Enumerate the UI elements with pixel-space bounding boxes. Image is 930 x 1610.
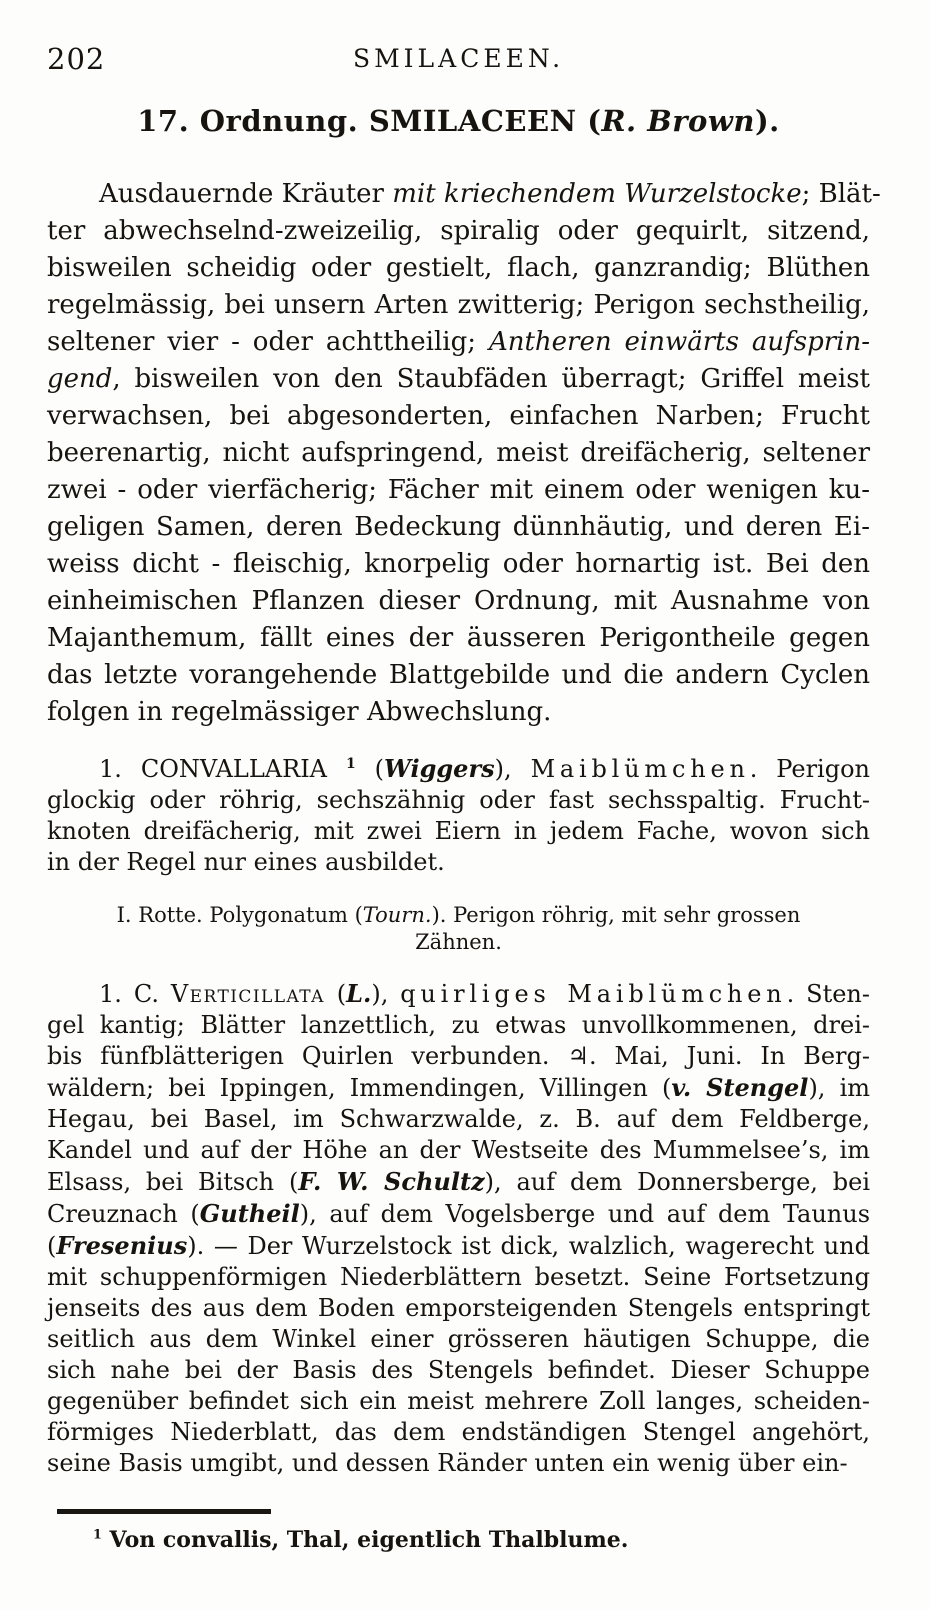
text-line [47,1198,870,1230]
text-segment: Elsass, bei Bitsch ( [47,1168,299,1196]
text-segment: Gutheil [199,1199,300,1228]
text-segment: F. W. Schultz [298,1167,485,1196]
text-line [47,657,870,694]
text-segment: das letzte vorangehende Blattgebilde und die andern Cyclen [47,660,870,690]
text-segment: bis fünfblätterigen Quirlen verbunden. ♃. Mai, Juni. In Berg- [47,1042,870,1070]
text-segment: beerenartig, nicht aufspringend, meist dreifächerig, seltener [47,438,870,468]
text-segment: R. Brown [601,104,755,138]
text-segment: Zähnen. [415,930,502,954]
text-segment: weiss dicht - fleischig, knorpelig oder hornartig ist. Bei den [47,549,870,579]
text-segment: ), auf dem Vogelsberge und auf dem Taunus [299,1200,871,1228]
text-segment: jenseits des aus dem Boden emporsteigenden Stengels entspringt [47,1294,870,1322]
text-line [47,694,870,731]
text-segment: . Perigon [749,755,871,783]
text-segment: glockig oder röhrig, sechszähnig oder fast sechsspaltig. Frucht- [47,786,870,814]
text-segment: Creuznach ( [47,1200,200,1228]
running-head: SMILACEEN. [352,44,565,73]
text-line [47,1293,870,1324]
text-segment: Tourn. [362,903,432,927]
text-line [47,1135,870,1166]
text-line [47,902,870,929]
page-number: 202 [47,42,106,76]
text-line [47,104,870,138]
text-segment: 1. CONVALLARIA [99,755,346,783]
text-segment: regelmässig, bei unsern Arten zwitterig; Perigon sechstheilig, [47,290,870,320]
text-segment: Maiblümchen [530,755,750,783]
text-segment: L. [346,979,372,1008]
text-line [47,847,870,878]
text-segment: verwachsen, bei abgesonderten, einfachen Narben; Frucht [47,401,870,431]
text-segment: zwei - oder vierfächerig; Fächer mit einem oder wenigen ku- [47,475,870,505]
text-segment: Ausdauernde Kräuter [99,179,393,209]
text-segment: ). [754,104,780,138]
text-segment: bisweilen scheidig oder gestielt, flach, ganzrandig; Blüthen [47,253,870,283]
text-line [47,816,870,847]
text-line [47,546,870,583]
text-segment: Kandel und auf der Höhe an der Westseite des Mummelsee’s, im [47,1136,870,1164]
text-segment: geligen Samen, deren Bedeckung dünnhäutig, und deren Ei- [47,512,870,542]
text-segment: ), auf dem Donnersberge, bei [484,1168,871,1196]
text-line [47,978,870,1010]
text-line [47,1526,870,1555]
page-header [47,42,870,78]
text-segment: gend [47,364,113,394]
text-segment: mit schuppenförmigen Niederblättern besetzt. Seine Fortsetzung [47,1263,870,1291]
intro-paragraph [47,176,881,731]
species-paragraph [47,978,870,1479]
text-line [47,1041,870,1072]
text-line [47,324,870,361]
text-segment: ; Blät- [801,179,881,209]
text-line [47,250,870,287]
text-segment: Verticillata [170,980,325,1008]
text-segment: wäldern; bei Ippingen, Immendingen, Villingen ( [47,1074,672,1102]
text-line [47,753,870,785]
text-segment: v. Stengel [671,1073,809,1102]
text-line [47,1230,870,1262]
text-line [47,1010,870,1041]
section-heading [47,104,870,138]
text-segment: in der Regel nur eines ausbildet. [47,848,445,876]
text-segment: gel kantig; Blätter lanzettlich, zu etwas unvollkommenen, drei- [47,1011,870,1039]
text-segment: ( [324,980,347,1008]
text-line [47,176,881,213]
text-line [47,1324,870,1355]
text-segment: seine Basis umgibt, und dessen Ränder unten ein wenig über ein- [47,1449,848,1477]
text-segment: förmiges Niederblatt, das dem endständigen Stengel angehört, [47,1418,870,1446]
text-segment: 17. Ordnung. SMILACEEN ( [137,104,602,138]
text-segment: I. Rotte. Polygonatum ( [116,903,363,927]
text-line [47,1072,870,1104]
text-line [47,398,870,435]
text-segment: sich nahe bei der Basis des Stengels befindet. Dieser Schuppe [47,1356,870,1384]
text-line [47,361,870,398]
text-segment: quirliges Maiblümchen [400,980,787,1008]
text-line [47,583,870,620]
text-segment: folgen in regelmässiger Abwechslung. [47,697,552,727]
text-segment: Von convallis, Thal, eigentlich Thalblume. [101,1527,629,1553]
text-segment: mit kriechendem Wurzelstocke [392,179,802,209]
text-segment: ). — Der Wurzelstock ist dick, walzlich, wagerecht und [187,1232,870,1260]
text-segment: Majanthemum, fällt eines der äusseren Perigontheile gegen [47,623,870,653]
text-line [47,1386,870,1417]
text-segment: Hegau, bei Basel, im Schwarzwalde, z. B. auf dem Feldberge, [47,1105,870,1133]
text-line [47,1355,870,1386]
text-line [47,1448,870,1479]
footnote-divider [57,1509,271,1514]
text-line [47,213,870,250]
text-segment: ). Perigon röhrig, mit sehr grossen [431,903,801,927]
text-line [47,435,870,472]
text-line [47,509,870,546]
text-segment: einheimischen Pflanzen dieser Ordnung, mit Ausnahme von [47,586,870,616]
text-segment: , bisweilen von den Staubfäden überragt; Griffel meist [112,364,870,394]
text-segment: 1. C. [99,980,171,1008]
text-segment: ( [47,1232,57,1260]
text-segment: ), im [808,1074,871,1102]
text-segment: 1 [93,1527,102,1543]
text-segment: 1 [345,756,356,772]
convallaria-paragraph [47,753,870,878]
rotte-heading [47,902,870,956]
text-segment: seltener vier - oder achttheilig; [47,327,489,357]
text-segment: seitlich aus dem Winkel einer grösseren häutigen Schuppe, die [47,1325,870,1353]
text-line [47,287,870,324]
text-segment: ), [494,755,531,783]
text-line [47,929,870,956]
text-line [47,1104,870,1135]
text-line [47,620,870,657]
text-line [47,1417,870,1448]
text-segment: knoten dreifächerig, mit zwei Eiern in jedem Fache, wovon sich [47,817,870,845]
footnote-text [47,1526,870,1555]
text-segment: ter abwechselnd-zweizeilig, spiralig oder gequirlt, sitzend, [47,216,870,246]
text-segment: . Sten- [786,980,870,1008]
text-line [47,1166,870,1198]
text-line [47,785,870,816]
text-segment: Wiggers [383,754,495,783]
text-segment: Antheren einwärts aufsprin- [488,327,870,357]
text-line [47,1262,870,1293]
text-segment: Fresenius [56,1231,188,1260]
text-segment: ( [355,755,384,783]
text-segment: gegenüber befindet sich ein meist mehrere Zoll langes, scheiden- [47,1387,870,1415]
text-line [47,472,870,509]
text-segment: ), [371,980,401,1008]
